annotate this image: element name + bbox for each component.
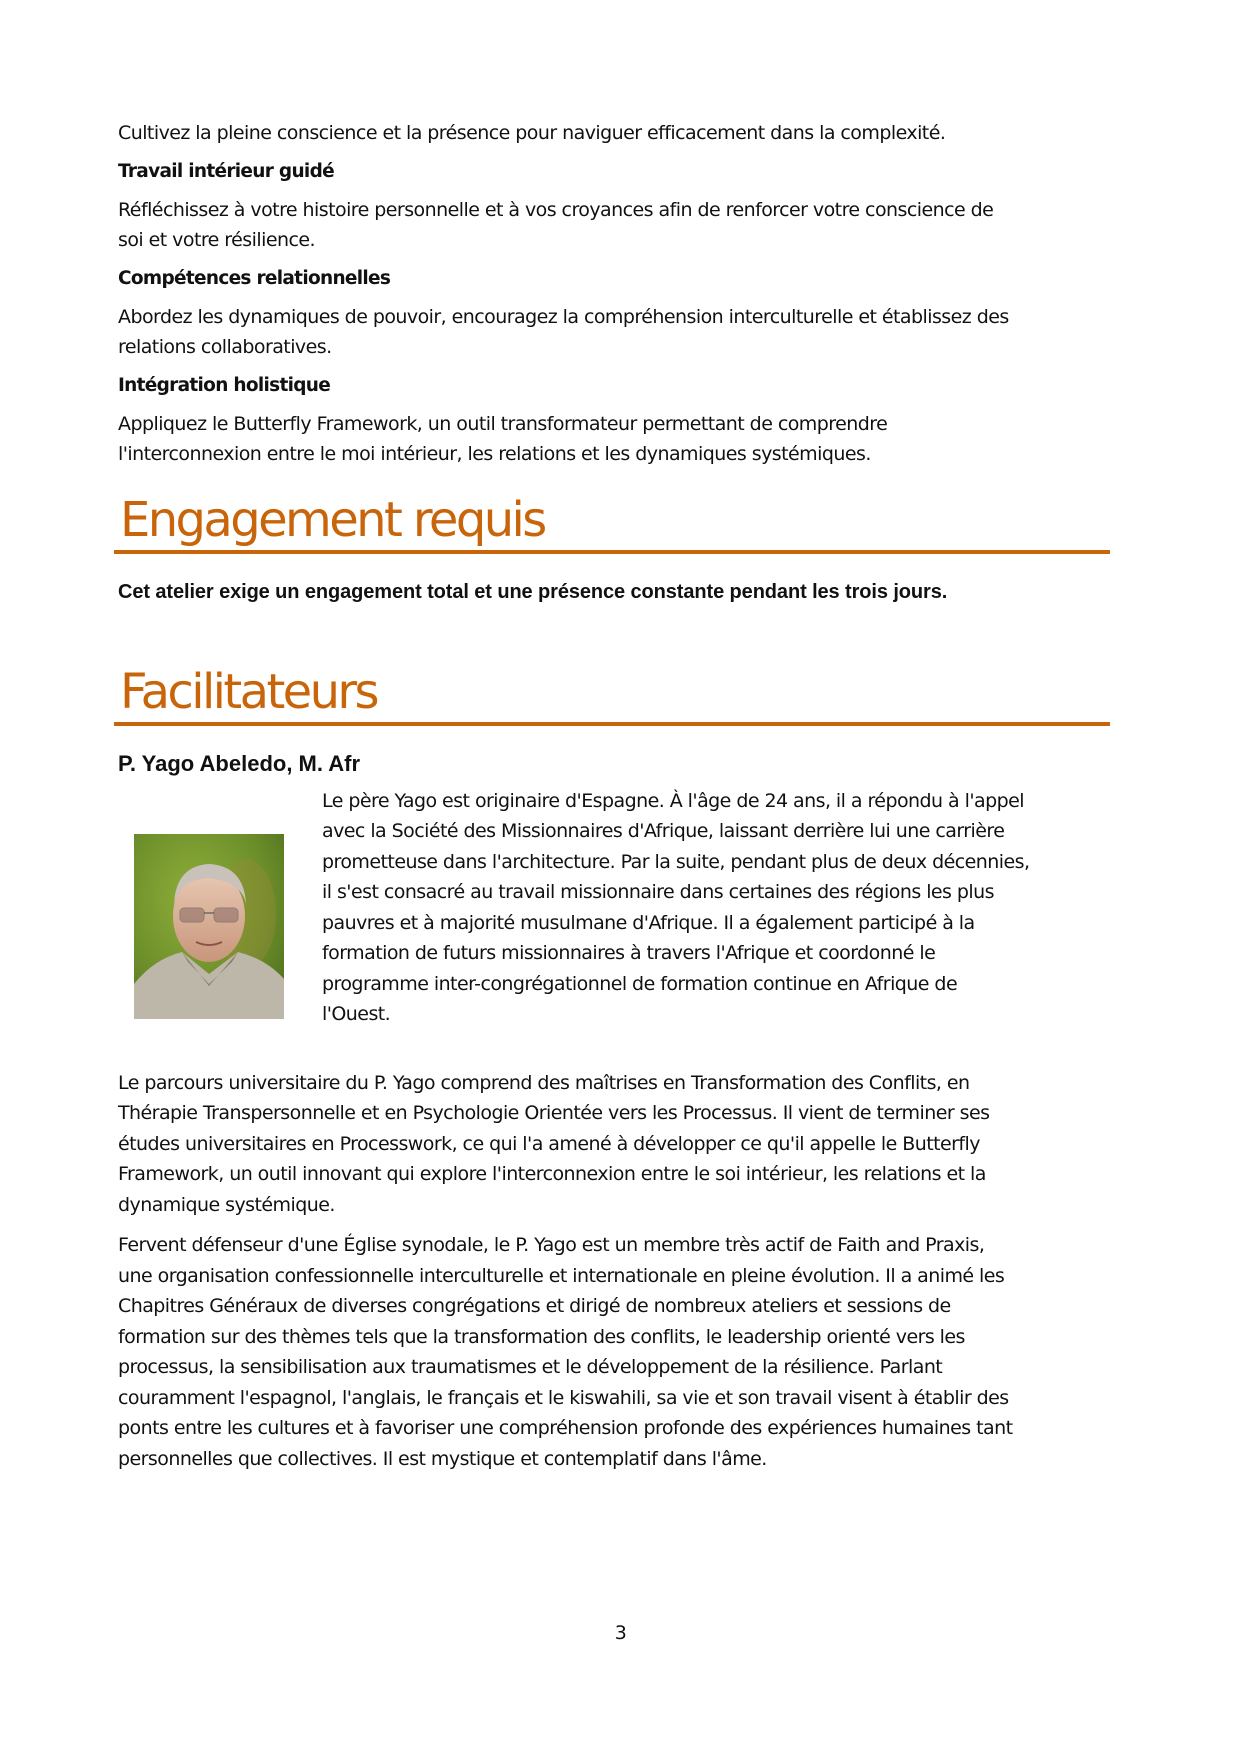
topic-line: Abordez les dynamiques de pouvoir, encouragez la compréhension interculturelle et établissez des — [118, 305, 1009, 328]
bio-line: il s'est consacré au travail missionnaire dans certaines des régions les plus — [322, 881, 994, 903]
bio-line: ponts entre les cultures et à favoriser une compréhension profonde des expériences humaines tant — [118, 1417, 1013, 1439]
bio-line: personnelles que collectives. Il est mystique et contemplatif dans l'âme. — [118, 1447, 767, 1470]
bio-line: pauvres et à majorité musulmane d'Afrique. Il a également participé à la — [322, 911, 975, 934]
facilitator-name: P. Yago Abeledo, M. Afr — [118, 750, 361, 776]
bio-paragraph-synodal — [118, 1230, 1110, 1474]
bio-line: Fervent défenseur d'une Église synodale, le P. Yago est un membre très actif de Faith and Praxis, — [118, 1234, 985, 1256]
topic-guided-inner-work — [118, 159, 1110, 256]
section-heading-engagement: Engagement requis — [120, 491, 545, 548]
bio-line: processus, la sensibilisation aux traumatismes et le développement de la résilience. Parlant — [118, 1356, 943, 1378]
bio-line: l'Ouest. — [322, 1003, 391, 1025]
bio-line: couramment l'espagnol, l'anglais, le français et le kiswahili, sa vie et son travail visent à établir des — [118, 1386, 1009, 1409]
bio-line: Framework, un outil innovant qui explore l'interconnexion entre le soi intérieur, les relations et la — [118, 1163, 986, 1185]
facilitators-section — [118, 664, 1110, 1475]
page-number: 3 — [614, 1622, 627, 1644]
engagement-statement: Cet atelier exige un engagement total et une présence constante pendant les trois jours. — [118, 580, 948, 603]
topic-line: Réfléchissez à votre histoire personnelle et à vos croyances afin de renforcer votre conscience de — [118, 198, 994, 221]
bio-line: formation de futurs missionnaires à travers l'Afrique et coordonné le — [322, 942, 936, 964]
bio-line: Chapitres Généraux de diverses congrégations et dirigé de nombreux ateliers et sessions de — [118, 1295, 951, 1317]
bio-line: prometteuse dans l'architecture. Par la suite, pendant plus de deux décennies, — [322, 850, 1030, 873]
heading-rule — [114, 722, 1110, 726]
bio-paragraph-education — [118, 1068, 1110, 1221]
topic-relational-skills — [118, 266, 1110, 363]
intro-line: Cultivez la pleine conscience et la présence pour naviguer efficacement dans la complexité. — [118, 122, 946, 144]
document-page — [118, 118, 1110, 1474]
topic-title: Travail intérieur guidé — [118, 160, 334, 182]
topic-line: relations collaboratives. — [118, 336, 332, 358]
bio-line: Le parcours universitaire du P. Yago comprend des maîtrises en Transformation des Conflits, en — [118, 1071, 970, 1094]
bio-intro-text — [322, 786, 1122, 1030]
topic-line: l'interconnexion entre le moi intérieur, les relations et les dynamiques systémiques. — [118, 443, 871, 465]
facilitator-bio-intro — [118, 786, 1110, 1058]
topic-title: Intégration holistique — [118, 374, 331, 396]
engagement-section — [118, 492, 1110, 606]
bio-line: dynamique systémique. — [118, 1193, 335, 1216]
bio-line: programme inter-congrégationnel de formation continue en Afrique de — [322, 972, 958, 995]
topic-line: Appliquez le Butterfly Framework, un outil transformateur permettant de comprendre — [118, 412, 888, 435]
portrait-photo-icon — [134, 834, 284, 1019]
bio-line: études universitaires en Processwork, ce qui l'a amené à développer ce qu'il appelle le Butterfly — [118, 1132, 980, 1155]
bio-line: Thérapie Transpersonnelle et en Psychologie Orientée vers les Processus. Il vient de terminer ses — [118, 1102, 990, 1124]
bio-line: une organisation confessionnelle interculturelle et internationale en pleine évolution. Il a animé les — [118, 1264, 1005, 1287]
topic-line: soi et votre résilience. — [118, 229, 315, 251]
section-heading-facilitators: Facilitateurs — [120, 663, 377, 720]
topic-holistic-integration — [118, 373, 1110, 470]
topic-title: Compétences relationnelles — [118, 267, 391, 289]
bio-line: Le père Yago est originaire d'Espagne. À l'âge de 24 ans, il a répondu à l'appel — [322, 789, 1024, 812]
bio-line: avec la Société des Missionnaires d'Afrique, laissant derrière lui une carrière — [322, 820, 1005, 842]
heading-rule — [114, 550, 1110, 554]
bio-line: formation sur des thèmes tels que la transformation des conflits, le leadership orienté vers les — [118, 1325, 965, 1348]
